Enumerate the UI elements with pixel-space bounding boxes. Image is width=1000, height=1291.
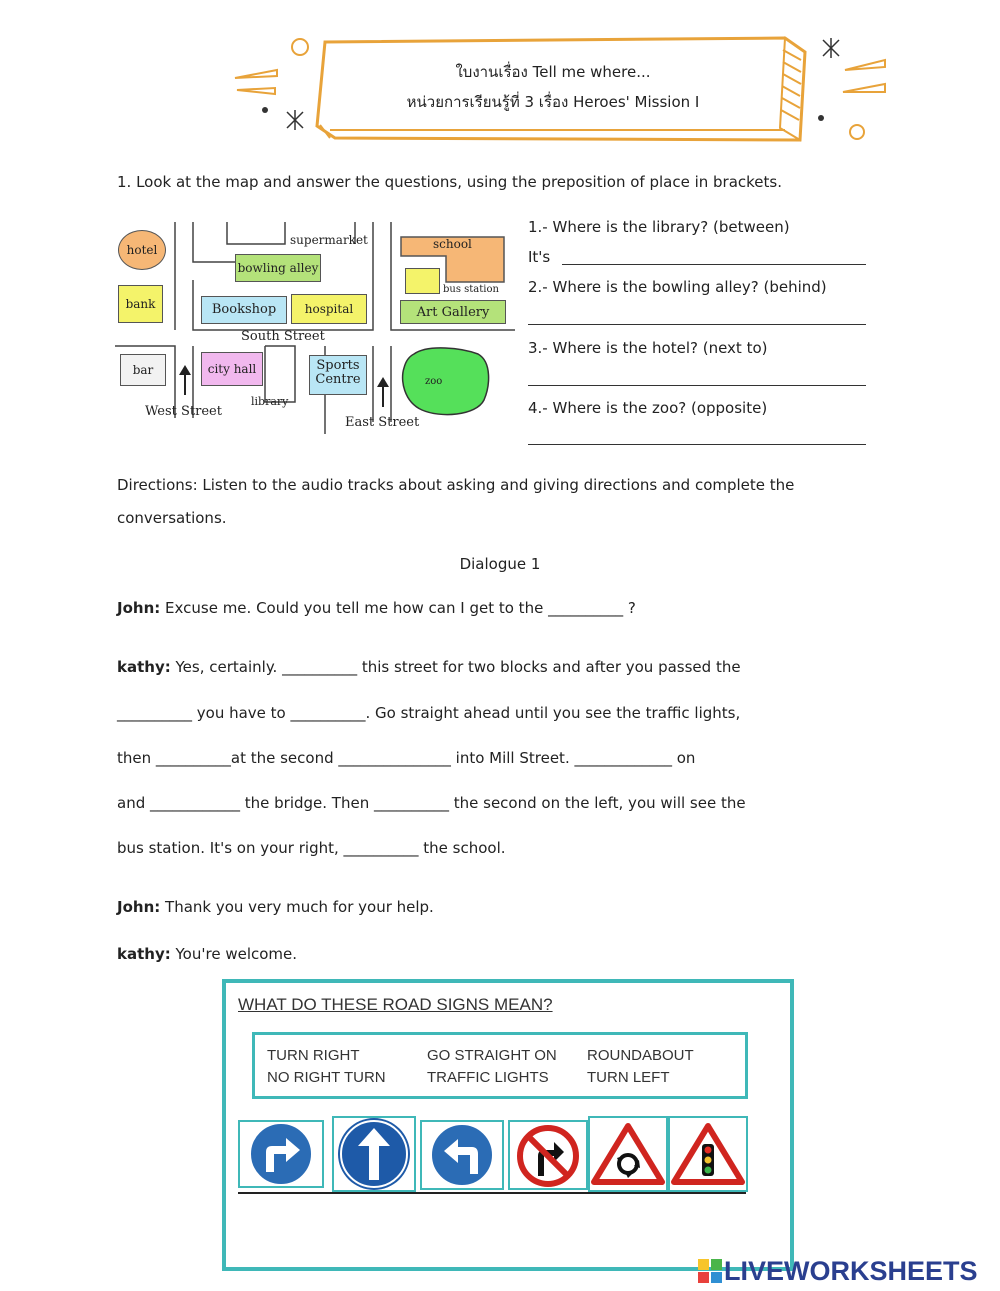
hotel-building [118, 230, 166, 270]
bowling-alley-building [235, 254, 321, 282]
title-line-2: หน่วยการเรียนรู้ที่ 3 เรื่อง Heroes' Mission I [406, 93, 700, 111]
directions-line-1: Directions: Listen to the audio tracks about asking and giving directions and complete the [117, 476, 795, 494]
kathy-line-1 [117, 658, 741, 676]
speaker-kathy-2: kathy: [117, 945, 171, 963]
word-roundabout: ROUNDABOUT [587, 1047, 694, 1064]
no-right-turn-sign-icon [508, 1120, 588, 1190]
directions-line-2: conversations. [117, 509, 227, 527]
bank-label: bank [125, 297, 156, 311]
dialogue-line-3: then __________at the second _______________ into Mill Street. _____________ on [117, 749, 696, 767]
worksheet-title [318, 40, 788, 140]
word-go-straight-on: GO STRAIGHT ON [427, 1047, 557, 1064]
east-street-label: East Street [345, 415, 420, 430]
dialogue-line-2: __________ you have to __________. Go straight ahead until you see the traffic lights, [117, 704, 741, 722]
question-3: 3.- Where is the hotel? (next to) [528, 339, 768, 357]
speaker-john-2: John: [117, 898, 161, 916]
john-line-2 [117, 898, 434, 916]
roundabout-sign-icon [588, 1116, 668, 1192]
straight-on-sign-icon [332, 1116, 416, 1192]
liveworksheets-brand: LIVEWORKSHEETS [724, 1256, 978, 1286]
answer-4-line[interactable] [528, 444, 866, 445]
library-label: library [251, 395, 289, 408]
john-text-1: Excuse me. Could you tell me how can I get to the __________ ? [165, 599, 636, 617]
word-no-right-turn: NO RIGHT TURN [267, 1069, 386, 1086]
dialogue-line-5: bus station. It's on your right, __________ the school. [117, 839, 506, 857]
supermarket-label: supermarket [290, 233, 368, 247]
hotel-label: hotel [126, 243, 158, 257]
sports-centre-label: Sports Centre [315, 358, 361, 388]
speaker-kathy: kathy: [117, 658, 171, 676]
question-1: 1.- Where is the library? (between) [528, 218, 790, 236]
bookshop-label: Bookshop [211, 302, 277, 317]
hospital-building [291, 294, 367, 324]
answer-1-line[interactable] [562, 264, 866, 265]
art-gallery-building [400, 300, 506, 324]
turn-left-sign-icon [420, 1120, 504, 1190]
kathy-text-2: You're welcome. [175, 945, 298, 963]
word-turn-left: TURN LEFT [587, 1069, 670, 1086]
west-street-arrow-icon [179, 365, 191, 395]
road-signs-box [222, 979, 794, 1271]
bus-station-label: bus station [443, 284, 499, 295]
john-text-2: Thank you very much for your help. [165, 898, 434, 916]
turn-right-sign-icon [238, 1120, 324, 1188]
bus-station-building [405, 268, 440, 294]
city-hall-label: city hall [207, 362, 257, 376]
south-street-label: South Street [241, 329, 325, 344]
kathy-text-1: Yes, certainly. __________ this street for two blocks and after you passed the [175, 658, 741, 676]
john-line-1 [117, 599, 636, 617]
sports-centre-building [309, 355, 367, 395]
traffic-lights-sign-icon [668, 1116, 748, 1192]
section1-instruction: 1. Look at the map and answer the questions, using the preposition of place in brackets. [117, 173, 782, 191]
zoo-label: zoo [425, 376, 443, 387]
signs-answer-line[interactable] [238, 1192, 746, 1194]
bowling-label: bowling alley [237, 261, 319, 275]
signs-row [238, 1116, 746, 1196]
west-street-label: West Street [145, 404, 222, 419]
speaker-john: John: [117, 599, 161, 617]
liveworksheets-logo-icon [698, 1259, 722, 1283]
road-signs-title: WHAT DO THESE ROAD SIGNS MEAN? [238, 995, 553, 1014]
school-label: school [433, 237, 472, 251]
word-traffic-lights: TRAFFIC LIGHTS [427, 1069, 549, 1086]
question-2: 2.- Where is the bowling alley? (behind) [528, 278, 827, 296]
art-gallery-label: Art Gallery [416, 305, 490, 320]
east-street-arrow-icon [377, 377, 389, 407]
town-map [115, 222, 515, 434]
dialogue-title: Dialogue 1 [459, 555, 541, 573]
answer-2-line[interactable] [528, 324, 866, 325]
dialogue-line-4: and ____________ the bridge. Then __________ the second on the left, you will see the [117, 794, 746, 812]
bookshop-building [201, 296, 287, 324]
bar-label: bar [132, 363, 154, 377]
bar-building [120, 354, 166, 386]
kathy-line-2 [117, 945, 297, 963]
zoo-area [400, 346, 492, 418]
word-bank [252, 1032, 748, 1099]
hospital-label: hospital [304, 302, 354, 316]
question-1-prefix: It's [528, 248, 551, 266]
question-4: 4.- Where is the zoo? (opposite) [528, 399, 768, 417]
title-line-1: ใบงานเรื่อง Tell me where... [455, 63, 651, 81]
answer-3-line[interactable] [528, 385, 866, 386]
bank-building [118, 285, 163, 323]
word-turn-right: TURN RIGHT [267, 1047, 360, 1064]
city-hall-building [201, 352, 263, 386]
